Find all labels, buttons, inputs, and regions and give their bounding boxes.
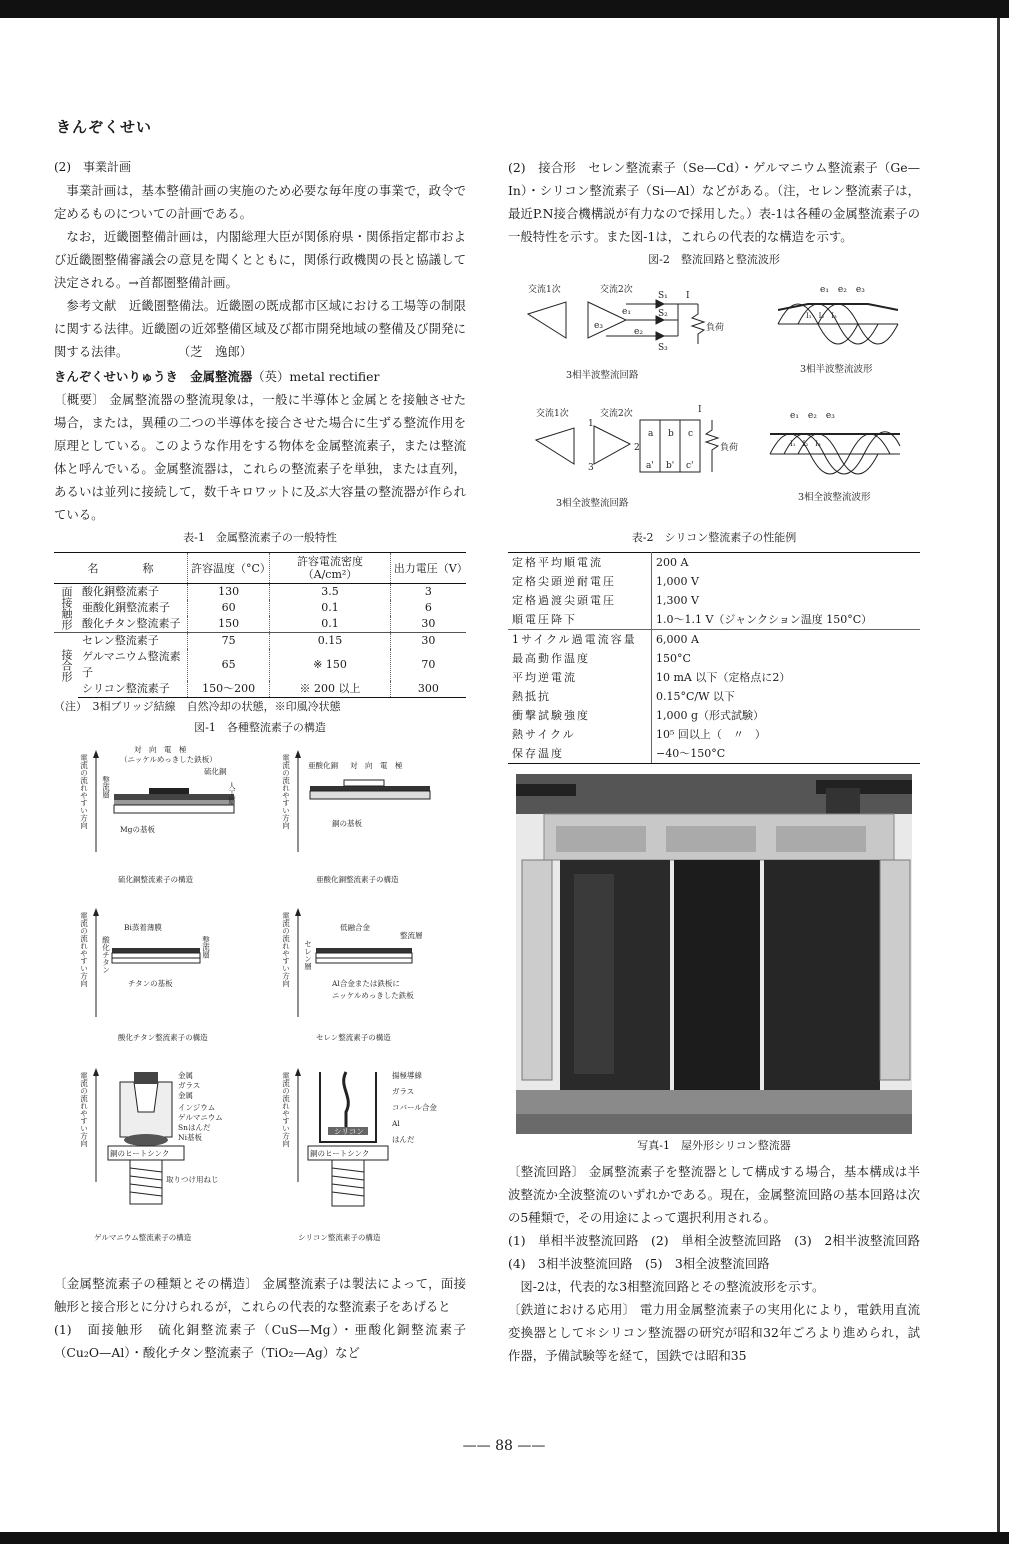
svg-text:3: 3 — [588, 463, 594, 473]
table-row: 保存温度 −40～150°C — [508, 744, 920, 764]
svg-text:e₁ e₂ e₃: e₁ e₂ e₃ — [820, 285, 865, 295]
table-row: 亜酸化銅整流素子 60 0.1 6 — [54, 600, 466, 616]
svg-text:人工層: 人工層 — [227, 782, 237, 805]
svg-text:e₃: e₃ — [594, 321, 603, 331]
svg-text:e₂: e₂ — [634, 327, 643, 337]
svg-text:b': b' — [666, 461, 675, 471]
svg-text:シリコン: シリコン — [334, 1127, 364, 1136]
top-border — [0, 0, 1009, 18]
table1 — [54, 552, 466, 698]
left-column — [54, 156, 466, 1364]
svg-text:シリコン整流素子の構造: シリコン整流素子の構造 — [298, 1233, 381, 1242]
table-row: 最高動作温度 150°C — [508, 649, 920, 668]
svg-text:3相半波整流回路: 3相半波整流回路 — [566, 370, 639, 381]
svg-text:金属: 金属 — [178, 1091, 193, 1100]
right-column — [508, 156, 933, 1367]
table1-header: 許容電流密度（A/cm²） — [270, 553, 391, 584]
svg-text:整流層: 整流層 — [201, 936, 211, 959]
paragraph: 図-2は，代表的な3相整流回路とその整流波形を示す。 — [520, 1279, 825, 1294]
svg-text:電流の流れやすい方向: 電流の流れやすい方向 — [281, 912, 291, 987]
svg-text:電流の流れやすい方向: 電流の流れやすい方向 — [79, 912, 89, 987]
svg-text:取りつけ用ねじ: 取りつけ用ねじ — [166, 1175, 219, 1184]
fig2-diagram — [508, 274, 920, 526]
table-row: 定格過渡尖頭電圧 1,300 V — [508, 591, 920, 610]
svg-text:金属: 金属 — [178, 1071, 193, 1080]
page-number: —— 88 —— — [462, 1438, 546, 1454]
svg-text:S₃: S₃ — [658, 343, 668, 353]
svg-text:低融合金: 低融合金 — [340, 923, 370, 932]
svg-text:対 向 電 極: 対 向 電 極 — [350, 761, 403, 770]
svg-text:交流1次: 交流1次 — [528, 285, 561, 295]
svg-text:硫化銅整流素子の構造: 硫化銅整流素子の構造 — [118, 875, 193, 884]
table-row: 平均逆電流 10 mA 以下（定格点に2） — [508, 668, 920, 687]
svg-text:交流1次: 交流1次 — [536, 409, 569, 419]
table-row: 順電圧降下 1.0～1.1 V（ジャンクション温度 150°C） — [508, 610, 920, 630]
svg-text:Snはんだ: Snはんだ — [178, 1123, 211, 1132]
svg-text:ガラス: ガラス — [392, 1087, 415, 1096]
paragraph: (2) 接合形 セレン整流素子（Se—Cd）・ゲルマニウム整流素子（Ge—In）・シリコン整流素子（Si—Al）などがある。（注，セレン整流素子は，最近P.N接合機構説が有力なので採用した。）表-1は各種の金属整流素子の一般特性を示す。また図-1は，これらの代表的な構造を示す。 — [508, 160, 920, 244]
svg-text:ゲルマニウム: ゲルマニウム — [178, 1113, 223, 1122]
svg-text:a': a' — [646, 461, 654, 471]
svg-text:（ニッケルめっきした鉄板）: （ニッケルめっきした鉄板） — [120, 755, 217, 764]
svg-text:酸化チタン整流素子の構造: 酸化チタン整流素子の構造 — [118, 1033, 208, 1042]
svg-text:1: 1 — [588, 419, 594, 429]
svg-text:はんだ: はんだ — [392, 1135, 415, 1144]
svg-text:酸化チタン: 酸化チタン — [101, 936, 111, 974]
svg-text:硫化銅: 硫化銅 — [204, 767, 227, 776]
table-row: ゲルマニウム整流素子 65 ※ 150 70 — [54, 649, 466, 681]
svg-text:セレン層: セレン層 — [303, 940, 313, 970]
photo-caption: 写真-1 屋外形シリコン整流器 — [637, 1139, 791, 1152]
table1-header: 名 称 — [54, 553, 188, 584]
svg-text:チタンの基板: チタンの基板 — [128, 979, 173, 988]
svg-text:Al合金または鉄板に: Al合金または鉄板に — [332, 979, 400, 988]
svg-text:c: c — [688, 429, 694, 439]
svg-text:電流の流れやすい方向: 電流の流れやすい方向 — [79, 1072, 89, 1147]
svg-text:I₁ I₂ I₃: I₁ I₂ I₃ — [790, 440, 821, 448]
table-row: 熱抵抗 0.15°C/W 以下 — [508, 687, 920, 706]
svg-text:a: a — [648, 429, 654, 439]
svg-text:ニッケルめっきした鉄板: ニッケルめっきした鉄板 — [332, 991, 414, 1000]
svg-text:Ni基板: Ni基板 — [178, 1133, 202, 1142]
table-row: 熱サイクル 10⁵ 回以上（ 〃 ） — [508, 725, 920, 744]
paragraph: 〔概要〕 金属整流器の整流現象は，一般に半導体と金属とを接触させた場合，または，異種の二つの半導体を接合させた場合に生ずる整流作用を原理としている。このような作用をする物体を金属整流素子，または整流体と呼んでいる。金属整流器は，これらの整流素子を単独，または直列，あるいは並列に接続して，数千キロワットに及ぶ大容量の整流器が作られている。 — [54, 392, 466, 522]
svg-text:3相全波整流波形: 3相全波整流波形 — [798, 492, 871, 503]
svg-text:対 向 電 極: 対 向 電 極 — [134, 745, 187, 754]
svg-text:負荷: 負荷 — [706, 323, 725, 333]
svg-text:電流の流れやすい方向: 電流の流れやすい方向 — [281, 1072, 291, 1147]
table-row: 酸化チタン整流素子 150 0.1 30 — [54, 616, 466, 633]
table-row: 定格平均順電流 200 A — [508, 553, 920, 573]
svg-text:インジウム: インジウム — [178, 1103, 216, 1112]
svg-text:Al: Al — [392, 1119, 400, 1128]
svg-text:負荷: 負荷 — [720, 443, 739, 453]
svg-text:ガラス: ガラス — [178, 1081, 201, 1090]
svg-text:亜酸化銅: 亜酸化銅 — [308, 761, 338, 770]
fig1-diagram — [54, 742, 466, 1272]
svg-text:Mgの基板: Mgの基板 — [120, 825, 155, 834]
svg-text:S₂: S₂ — [658, 309, 668, 319]
table-row: シリコン整流素子 150～200 ※ 200 以上 300 — [54, 681, 466, 698]
section-heading: (2) 事業計画 — [54, 160, 131, 174]
svg-text:セレン整流素子の構造: セレン整流素子の構造 — [316, 1033, 391, 1042]
entry-heading: きんぞくせいりゅうき 金属整流器（英）metal rectifier — [54, 369, 380, 384]
paragraph: 〔鉄道における応用〕 電力用金属整流素子の実用化により，電鉄用直流変換器として＊シリコン整流器の研究が昭和32年ごろより進められ，試作器，予備試験等を経て，国鉄では昭和35 — [508, 1302, 920, 1363]
paragraph: 〔整流回路〕 金属整流素子を整流器として構成する場合，基本構成は半波整流か全波整流のいずれかである。現在，金属整流回路の基本回路は次の5種類で，その用途によって選択利用される。 — [508, 1164, 920, 1225]
svg-text:S₁: S₁ — [658, 291, 668, 301]
paragraph: (1) 面接触形 硫化銅整流素子（CuS—Mg）・亜酸化銅整流素子（Cu₂O—Al）・酸化チタン整流素子（TiO₂—Ag）など — [54, 1322, 466, 1360]
table1-caption: 表-1 金属整流素子の一般特性 — [183, 531, 337, 544]
table1-header: 出力電圧（V） — [390, 553, 466, 584]
svg-text:c': c' — [686, 461, 694, 471]
table-row: 接合形 セレン整流素子 75 0.15 30 — [54, 633, 466, 650]
svg-text:交流2次: 交流2次 — [600, 409, 633, 419]
svg-text:3相全波整流回路: 3相全波整流回路 — [556, 498, 629, 509]
running-header: きんぞくせい — [56, 118, 153, 136]
svg-text:ゲルマニウム整流素子の構造: ゲルマニウム整流素子の構造 — [94, 1233, 192, 1242]
paragraph: 〔金属整流素子の種類とその構造〕 金属整流素子は製法によって，面接触形と接合形とに分けられるが，これらの代表的な整流素子をあげると — [54, 1276, 466, 1314]
svg-text:b: b — [668, 429, 674, 439]
svg-text:I: I — [686, 291, 690, 301]
fig1-caption: 図-1 各種整流素子の構造 — [194, 721, 326, 734]
table-row: 定格尖頭逆耐電圧 1,000 V — [508, 572, 920, 591]
svg-text:I₁ I₂ I₃: I₁ I₂ I₃ — [806, 312, 837, 320]
fig2-caption: 図-2 整流回路と整流波形 — [648, 253, 780, 266]
svg-text:整流層: 整流層 — [101, 776, 111, 799]
bottom-border — [0, 1532, 1009, 1544]
svg-text:e₁ e₂ e₃: e₁ e₂ e₃ — [790, 411, 835, 421]
photo-rectifier — [516, 774, 912, 1134]
svg-text:Bi蒸着薄膜: Bi蒸着薄膜 — [124, 923, 162, 932]
table2 — [508, 552, 920, 764]
svg-text:亜酸化銅整流素子の構造: 亜酸化銅整流素子の構造 — [316, 875, 399, 884]
table1-header: 許容温度（°C） — [188, 553, 270, 584]
table1-note: （注） 3相ブリッジ結線 自然冷却の状態，※印風冷状態 — [54, 700, 341, 713]
fig1-label: 電流の流れやすい方向 — [79, 754, 89, 829]
paragraph: 事業計画は，基本整備計画の実施のため必要な毎年度の事業で，政令で定めるものについての計画である。 — [54, 183, 466, 221]
svg-text:整流層: 整流層 — [400, 931, 423, 940]
table-row: 衝撃試験強度 1,000 g（形式試験） — [508, 706, 920, 725]
svg-text:交流2次: 交流2次 — [600, 285, 633, 295]
svg-text:2: 2 — [634, 443, 640, 453]
paragraph: (1) 単相半波整流回路 (2) 単相全波整流回路 (3) 2相半波整流回路 (4) 3相半波整流回路 (5) 3相全波整流回路 — [508, 1233, 933, 1271]
paragraph: なお，近畿圏整備計画は，内閣総理大臣が関係府県・関係指定都市および近畿圏整備審議会の意見を聞くとともに，関係行政機関の長と協議して決定される。→首都圏整備計画。 — [54, 229, 466, 290]
table-row: 1サイクル過電流容量 6,000 A — [508, 630, 920, 650]
svg-text:銅のヒートシンク: 銅のヒートシンク — [110, 1149, 170, 1158]
svg-text:電流の流れやすい方向: 電流の流れやすい方向 — [281, 754, 291, 829]
table-row: 面接触形 酸化銅整流素子 130 3.5 3 — [54, 584, 466, 601]
svg-text:I: I — [698, 405, 702, 415]
right-border — [997, 18, 1000, 1532]
svg-text:銅のヒートシンク: 銅のヒートシンク — [310, 1149, 370, 1158]
svg-text:コバール合金: コバール合金 — [392, 1103, 437, 1112]
svg-text:揚極導線: 揚極導線 — [392, 1071, 422, 1080]
svg-text:3相半波整流波形: 3相半波整流波形 — [800, 364, 873, 375]
svg-text:銅の基板: 銅の基板 — [332, 819, 362, 828]
table2-caption: 表-2 シリコン整流素子の性能例 — [631, 531, 797, 544]
svg-text:e₁: e₁ — [622, 307, 631, 317]
paragraph: 参考文献 近畿圏整備法。近畿圏の既成都市区域における工場等の制限に関する法律。近畿圏の近郊整備区域及び都市開発地域の整備及び開発に関する法律。 （芝 逸郎） — [54, 298, 466, 359]
